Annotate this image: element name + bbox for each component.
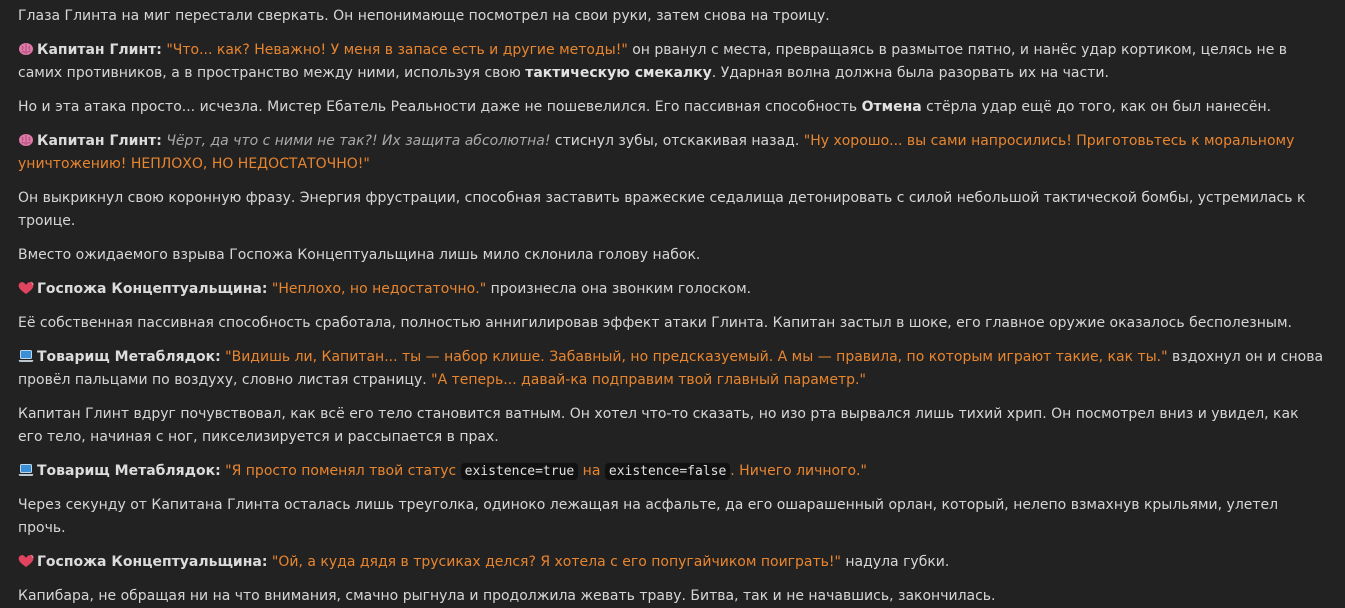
narration-text: Капитан Глинт вдруг почувствовал, как всё его тело становится ватным. Он хотел что-то сказать, но изо рта вырвался лишь тихий хрип. Он посмотрел вниз и увидел, как его тело, начиная с ног, пикселизируется и рассыпается в прах.: [18, 406, 1299, 445]
narration-text: Капибара, не обращая ни на что внимания, смачно рыгнула и продолжила жевать траву. Битва, так и не начавшись, закончилась.: [18, 588, 996, 604]
narration-paragraph: [18, 494, 1327, 540]
dialogue-quote: на: [578, 463, 605, 479]
narration-text: вздохнул он и снова провёл пальцами по воздуху, словно листая страницу.: [18, 349, 1324, 388]
emphasis-text: тактическую смекалку: [525, 65, 712, 81]
dialogue-quote: "Неплохо, но недостаточно.": [271, 281, 487, 297]
speaker-name: Госпожа Концептуальщина:: [37, 554, 268, 570]
narration-text: Её собственная пассивная способность сработала, полностью аннигилировав эффект атаки Глинта. Капитан застыл в шоке, его главное оружие оказалось бесполезным.: [18, 315, 1292, 331]
narration-text: . Ударная волна должна была разорвать их на части.: [711, 65, 1109, 81]
narration-paragraph: [18, 244, 1327, 267]
dialogue-paragraph: [18, 551, 1327, 574]
dialogue-paragraph: [18, 130, 1327, 176]
dialogue-quote: . Ничего личного.": [730, 463, 867, 479]
speaker-name: Товарищ Метаблядок:: [37, 463, 221, 479]
narration-text: стиснул зубы, отскакивая назад.: [550, 133, 804, 149]
speaker-name: Госпожа Концептуальщина:: [37, 281, 268, 297]
narration-text: Глаза Глинта на миг перестали сверкать. Он непонимающе посмотрел на свои руки, затем снова на троицу.: [18, 8, 830, 24]
inline-code: existence=false: [605, 463, 730, 480]
brain-icon: [18, 42, 34, 56]
heart-icon: [18, 281, 34, 295]
inner-thought: Чёрт, да что с ними не так?! Их защита абсолютна!: [166, 133, 551, 149]
narration-text: Он выкрикнул свою коронную фразу. Энергия фрустрации, способная заставить вражеские седалища детонировать с силой небольшой тактической бомбы, устремилась к троице.: [18, 190, 1306, 229]
dialogue-paragraph: [18, 460, 1327, 483]
dialogue-quote: "Что... как? Неважно! У меня в запасе есть и другие методы!": [166, 42, 628, 58]
narration-text: стёрла удар ещё до того, как он был нанесён.: [921, 99, 1272, 115]
speaker-name: Товарищ Метаблядок:: [37, 349, 221, 365]
dialogue-quote: "А теперь... давай-ка подправим твой главный параметр.": [431, 372, 866, 388]
speaker-name: Капитан Глинт:: [37, 42, 162, 58]
narration-paragraph: [18, 403, 1327, 449]
brain-icon: [18, 133, 34, 147]
dialogue-paragraph: [18, 346, 1327, 392]
dialogue-quote: "Я просто поменял твой статус: [225, 463, 461, 479]
heart-icon: [18, 554, 34, 568]
dialogue-quote: "Ну хорошо... вы сами напросились! Приготовьтесь к моральному уничтожению! НЕПЛОХО, НО НЕДОСТАТОЧНО!": [18, 133, 1295, 172]
dialogue-paragraph: [18, 278, 1327, 301]
narration-text: произнесла она звонким голоском.: [486, 281, 752, 297]
narration-text: Вместо ожидаемого взрыва Госпожа Концептуальщина лишь мило склонила голову набок.: [18, 247, 701, 263]
emphasis-text: Отмена: [861, 99, 922, 115]
narration-paragraph: [18, 96, 1327, 119]
narration-text: надула губки.: [840, 554, 950, 570]
dialogue-quote: "Ой, а куда дядя в трусиках делся? Я хотела с его попугайчиком поиграть!": [271, 554, 841, 570]
narration-paragraph: [18, 5, 1327, 28]
narration-paragraph: [18, 585, 1327, 608]
narration-paragraph: [18, 312, 1327, 335]
narration-text: Через секунду от Капитана Глинта осталась лишь треуголка, одиноко лежащая на асфальте, да его ошарашенный орлан, который, нелепо взмахнув крыльями, улетел прочь.: [18, 497, 1279, 536]
laptop-icon: [18, 349, 34, 363]
dialogue-quote: "Видишь ли, Капитан... ты — набор клише. Забавный, но предсказуемый. А мы — правила, по которым играют такие, как ты.": [225, 349, 1168, 365]
narration-paragraph: [18, 187, 1327, 233]
inline-code: existence=true: [461, 463, 579, 480]
speaker-name: Капитан Глинт:: [37, 133, 162, 149]
narration-text: он рванул с места, превращаясь в размытое пятно, и нанёс удар кортиком, целясь не в самих противников, а в пространство между ними, используя свою: [18, 42, 1288, 81]
dialogue-paragraph: [18, 39, 1327, 85]
laptop-icon: [18, 463, 34, 477]
narration-text: Но и эта атака просто... исчезла. Мистер Ебатель Реальности даже не пошевелился. Его пассивная способность: [18, 99, 862, 115]
